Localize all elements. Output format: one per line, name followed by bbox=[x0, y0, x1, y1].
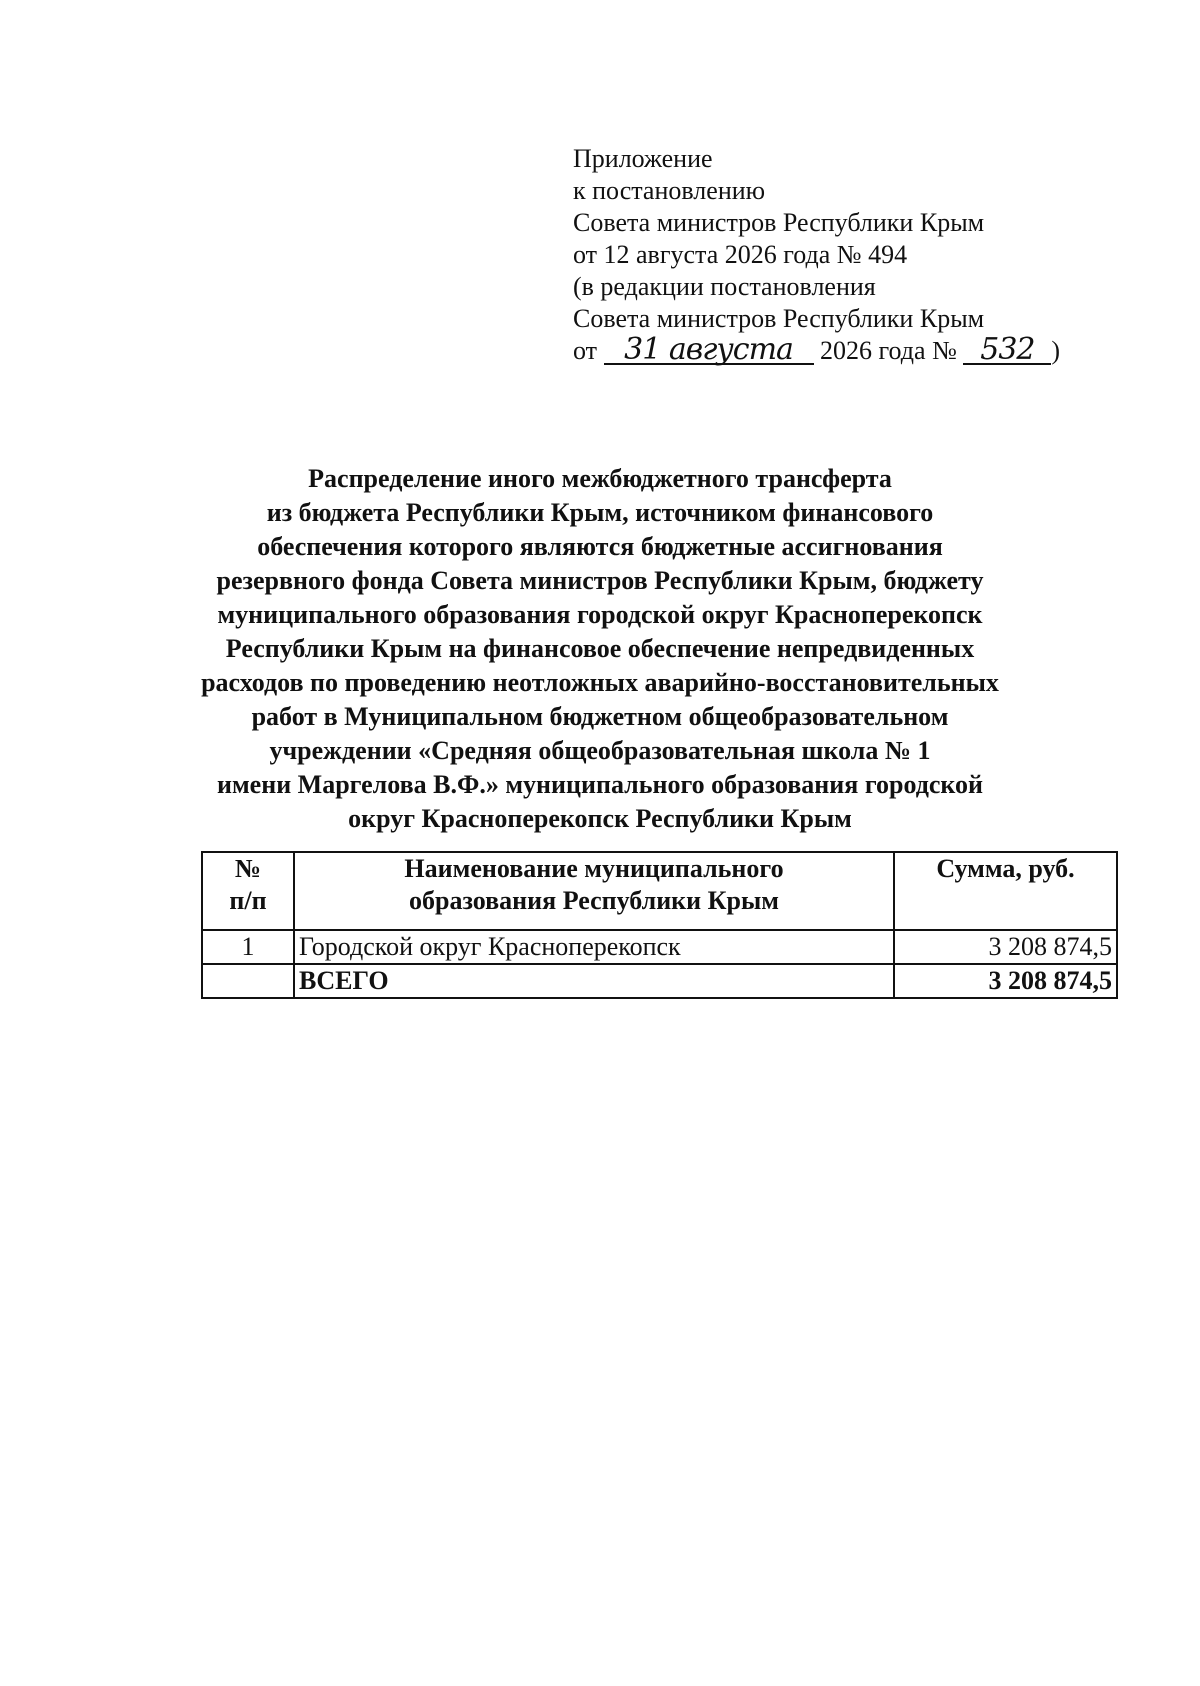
header-number-line: п/п bbox=[229, 886, 267, 915]
title-line: резервного фонда Совета министров Республики Крым, бюджету bbox=[216, 566, 984, 595]
title-line: Республики Крым на финансовое обеспечение непредвиденных bbox=[225, 634, 975, 663]
appendix-line: к постановлению bbox=[573, 176, 766, 205]
total-number bbox=[202, 964, 294, 998]
title-line: работ в Муниципальном бюджетном общеобразовательном bbox=[251, 702, 949, 731]
header-name-line: Наименование муниципального bbox=[404, 854, 784, 883]
title-line: имени Маргелова В.Ф.» муниципального образования городской bbox=[216, 770, 984, 799]
row-number: 1 bbox=[202, 930, 294, 964]
total-label: ВСЕГО bbox=[294, 964, 894, 998]
title-line: обеспечения которого являются бюджетные ассигнования bbox=[257, 532, 943, 561]
table-row bbox=[202, 930, 1117, 964]
row-name: Городской округ Красноперекопск bbox=[294, 930, 894, 964]
appendix-suffix: ) bbox=[1051, 336, 1061, 365]
distribution-table bbox=[201, 851, 1118, 999]
title-line: Распределение иного межбюджетного трансферта bbox=[308, 464, 892, 493]
appendix-line: (в редакции постановления bbox=[573, 272, 876, 301]
appendix-line: от 12 августа 2026 года № 494 bbox=[573, 240, 908, 269]
appendix-line: Совета министров Республики Крым bbox=[573, 208, 985, 237]
header-name-line: образования Республики Крым bbox=[409, 886, 779, 915]
appendix-amendment-line bbox=[573, 332, 1061, 367]
title-line: округ Красноперекопск Республики Крым bbox=[348, 804, 852, 833]
appendix-block bbox=[573, 143, 1060, 367]
handwritten-number: 532 bbox=[963, 337, 1051, 365]
appendix-middle: 2026 года № bbox=[820, 336, 957, 365]
header-sum: Сумма, руб. bbox=[894, 852, 1117, 930]
header-number-line: № bbox=[234, 854, 262, 883]
header-number bbox=[202, 852, 294, 930]
appendix-line: Приложение bbox=[573, 144, 713, 173]
total-sum: 3 208 874,5 bbox=[894, 964, 1117, 998]
table-total-row bbox=[202, 964, 1117, 998]
handwritten-date: 31 августа bbox=[604, 337, 814, 365]
title-line: учреждении «Средняя общеобразовательная школа № 1 bbox=[269, 736, 931, 765]
row-sum: 3 208 874,5 bbox=[894, 930, 1117, 964]
title-line: расходов по проведению неотложных аварийно-восстановительных bbox=[201, 668, 999, 697]
title-line: муниципального образования городской округ Красноперекопск bbox=[217, 600, 983, 629]
table-header-row bbox=[202, 852, 1117, 930]
appendix-prefix: от bbox=[573, 336, 598, 365]
document-title bbox=[200, 462, 1000, 836]
appendix-line: Совета министров Республики Крым bbox=[573, 304, 985, 333]
title-line: из бюджета Республики Крым, источником финансового bbox=[266, 498, 934, 527]
header-name bbox=[294, 852, 894, 930]
